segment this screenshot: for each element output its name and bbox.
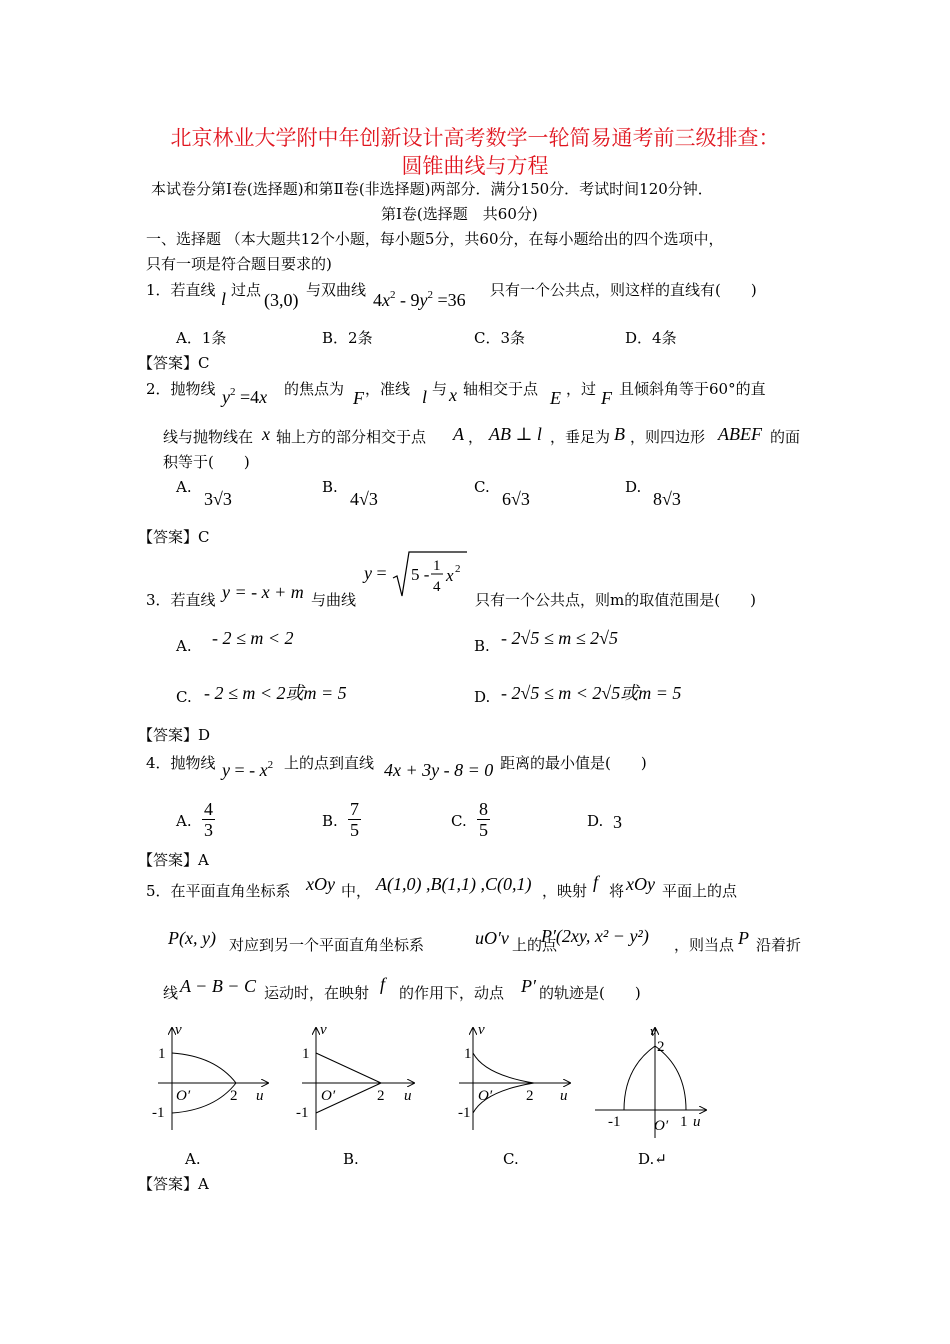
q1-var-l: l (221, 289, 227, 309)
graph-c-tick-2: 2 (526, 1088, 534, 1104)
q1-option-c: C．3条 (474, 329, 526, 347)
q2-var-x: x (449, 385, 457, 405)
title-line-2: 圆锥曲线与方程 (401, 154, 549, 178)
q3-option-d-value: - 2√5 ≤ m < 2√5或m = 5 (501, 683, 682, 703)
q5-text-6: 对应到另一个平面直角坐标系 (229, 936, 425, 954)
q1-answer: 【答案】C (138, 354, 210, 372)
q2-option-d-value: 8√3 (653, 489, 681, 509)
svg-text:1: 1 (433, 558, 441, 574)
q2-text-7: 且倾斜角等于60°的直 (619, 380, 766, 398)
q5-text-13: 的轨迹是( ) (539, 984, 641, 1002)
q5-text-11: 运动时，在映射 (264, 984, 370, 1002)
q2-text-3: ，准线 (365, 380, 411, 398)
q5-map-f-2: f (380, 974, 386, 994)
q4-answer: 【答案】A (138, 851, 209, 869)
graph-a (158, 1028, 268, 1130)
graph-d-v: v (650, 1024, 657, 1040)
q1-text-2: 过点 (231, 281, 262, 299)
graph-d-label: D.↵ (638, 1150, 667, 1168)
q5-uov: uO′v (475, 928, 509, 948)
q2-option-a-value: 3√3 (204, 489, 232, 509)
part1-header: 第Ⅰ卷(选择题 共60分) (381, 205, 538, 223)
q3-text-3: 只有一个公共点，则m的取值范围是( ) (475, 591, 756, 609)
q2-var-a: A (453, 424, 464, 444)
q5-text-8: ，则当点 (674, 936, 735, 954)
q5-points: A(1,0) ,B(1,1) ,C(0,1) (376, 874, 532, 894)
q2-option-d-label: D. (625, 478, 642, 496)
q5-text-12: 的作用下，动点 (399, 984, 505, 1002)
graph-d-u: u (693, 1114, 701, 1130)
q4-option-a-label: A. (176, 812, 192, 830)
svg-text:2: 2 (455, 563, 461, 575)
q2-abef: ABEF (718, 424, 762, 444)
q5-xoy: xOy (306, 874, 335, 894)
q3-option-c-label: C. (176, 688, 192, 706)
graph-d-tick-1: 1 (680, 1114, 688, 1130)
q3-option-a-value: - 2 ≤ m < 2 (212, 628, 294, 648)
q1-text-3: 与双曲线 (306, 281, 367, 299)
q5-pxy: P(x, y) (168, 928, 216, 948)
q2-perp: AB ⊥ l (489, 424, 542, 444)
graph-a-origin: O′ (176, 1088, 191, 1104)
q2-answer: 【答案】C (138, 528, 210, 546)
q1-text-4: 只有一个公共点，则这样的直线有( ) (490, 281, 757, 299)
graph-b-label: B. (343, 1150, 359, 1168)
q4-option-b-label: B. (322, 812, 338, 830)
q2-var-x2: x (262, 424, 270, 444)
q2-equation: $y^2 =4x$ (222, 386, 268, 407)
q3-option-a-label: A. (176, 637, 192, 655)
q4-text-1: 4．抛物线 (146, 754, 216, 772)
q4-option-b-value: $\frac{7}{5}$ (350, 799, 359, 840)
q2-option-a-label: A. (176, 478, 192, 496)
q2-option-b-value: 4√3 (350, 489, 378, 509)
graph-c-tick-m1: -1 (458, 1105, 471, 1121)
q5-map-f: f (593, 872, 599, 892)
q4-option-a-value: $\frac{4}{3}$ (204, 799, 213, 840)
q2-line2-f: 的面 (770, 428, 801, 446)
q5-answer: 【答案】A (138, 1175, 209, 1193)
q4-option-c-label: C. (451, 812, 467, 830)
graph-d-tick-m1: -1 (608, 1114, 621, 1130)
q2-line2-e: ，则四边形 (630, 428, 706, 446)
q2-var-e: E (550, 388, 561, 408)
q5-abc: A − B − C (180, 976, 256, 996)
q5-pp: P′ (521, 976, 536, 996)
q1-option-d: D．4条 (625, 329, 677, 347)
graph-a-v: v (175, 1022, 182, 1038)
graph-c-u: u (560, 1088, 568, 1104)
q5-text-7: 上的点 (512, 936, 558, 954)
graph-a-label: A. (185, 1150, 201, 1168)
q5-text-3: ，映射 (542, 882, 588, 900)
q1-point: (3,0) (264, 290, 299, 310)
graph-c-tick-1: 1 (464, 1046, 472, 1062)
q5-text-9: 沿着折 (756, 936, 802, 954)
q4-text-3: 距离的最小值是( ) (500, 754, 647, 772)
graph-a-u: u (256, 1088, 264, 1104)
q1-text-1: 1．若直线 (146, 281, 216, 299)
q5-text-10: 线 (163, 984, 179, 1002)
svg-text:5 -: 5 - (411, 565, 430, 584)
graph-a-tick-2: 2 (230, 1088, 238, 1104)
q3-curve: y = 5 - 1 4 x 2 (364, 550, 469, 600)
q5-var-p: P (738, 928, 749, 948)
graph-b-origin: O′ (321, 1088, 336, 1104)
q2-option-c-value: 6√3 (502, 489, 530, 509)
q3-answer: 【答案】D (138, 726, 211, 744)
q1-option-a: A．1条 (176, 329, 227, 347)
q2-line2-d: ，垂足为 (550, 428, 611, 446)
svg-text:x: x (446, 566, 454, 585)
q4-option-c-value: $\frac{8}{5}$ (479, 799, 488, 840)
graph-c-origin: O′ (478, 1088, 493, 1104)
q3-text-1: 3．若直线 (146, 591, 216, 609)
q4-option-d-value: 3 (613, 812, 622, 832)
q4-option-d-label: D. (587, 812, 604, 830)
q3-option-c-value: - 2 ≤ m < 2或m = 5 (204, 683, 347, 703)
q5-text-4: 将 (609, 882, 625, 900)
q4-equation: y = - $x^2$ (222, 759, 274, 780)
section1-line2: 只有一项是符合题目要求的) (146, 255, 332, 273)
graph-d-tick-2: 2 (657, 1039, 665, 1055)
q2-var-f2: F (601, 388, 612, 408)
graph-b-tick-1: 1 (302, 1046, 310, 1062)
q2-text-5: 轴相交于点 (463, 380, 539, 398)
q5-pprime: P′(2xy, x² − y²) (541, 926, 649, 946)
q3-line-eq: y = - x + m (222, 582, 304, 602)
graph-a-tick-1: 1 (158, 1046, 166, 1062)
q2-var-l: l (422, 387, 428, 407)
q3-text-2: 与曲线 (311, 591, 357, 609)
q2-option-c-label: C. (474, 478, 490, 496)
q2-line2-c: ， (468, 428, 484, 446)
q2-text-1: 2．抛物线 (146, 380, 216, 398)
q2-text-4: 与 (432, 380, 448, 398)
q5-text-5: 平面上的点 (662, 882, 738, 900)
q1-option-b: B．2条 (322, 329, 373, 347)
graph-b (302, 1028, 414, 1130)
graph-d-origin: O′ (654, 1118, 669, 1134)
q4-line-eq: 4x + 3y - 8 = 0 (384, 760, 494, 780)
q2-line2-a: 线与抛物线在 (163, 428, 254, 446)
q2-text-2: 的焦点为 (284, 380, 345, 398)
q3-radical-icon (391, 550, 469, 600)
graph-b-u: u (404, 1088, 412, 1104)
q5-xoy-2: xOy (626, 874, 655, 894)
q3-option-b-label: B. (474, 637, 490, 655)
q2-option-b-label: B. (322, 478, 338, 496)
q3-option-d-label: D. (474, 688, 491, 706)
q2-var-f: F (353, 388, 364, 408)
graph-b-tick-m1: -1 (296, 1105, 309, 1121)
graph-c-label: C. (503, 1150, 519, 1168)
svg-text:4: 4 (433, 579, 441, 595)
q2-var-b: B (614, 424, 625, 444)
q5-text-1: 5．在平面直角坐标系 (146, 882, 291, 900)
q1-equation: $4x^2 - 9y^2 =36$ (373, 289, 466, 310)
q2-line3: 积等于( ) (163, 453, 250, 471)
q2-line2-b: 轴上方的部分相交于点 (276, 428, 427, 446)
graph-b-tick-2: 2 (377, 1088, 385, 1104)
q5-graphs (140, 1020, 760, 1170)
q3-option-b-value: - 2√5 ≤ m ≤ 2√5 (501, 628, 619, 648)
section1-line1: 一、选择题 （本大题共12个小题，每小题5分，共60分，在每小题给出的四个选项中， (146, 230, 724, 248)
intro-text: 本试卷分第Ⅰ卷(选择题)和第Ⅱ卷(非选择题)两部分．满分150分．考试时间120分钟． (151, 180, 713, 198)
q4-text-2: 上的点到直线 (284, 754, 375, 772)
graph-c-v: v (478, 1022, 485, 1038)
graph-a-tick-m1: -1 (152, 1105, 165, 1121)
q5-text-2: 中， (341, 882, 372, 900)
title-line-1: 北京林业大学附中年创新设计高考数学一轮简易通考前三级排查： (170, 126, 780, 150)
graph-c (459, 1028, 570, 1130)
q2-text-6: ，过 (566, 380, 597, 398)
graph-b-v: v (320, 1022, 327, 1038)
